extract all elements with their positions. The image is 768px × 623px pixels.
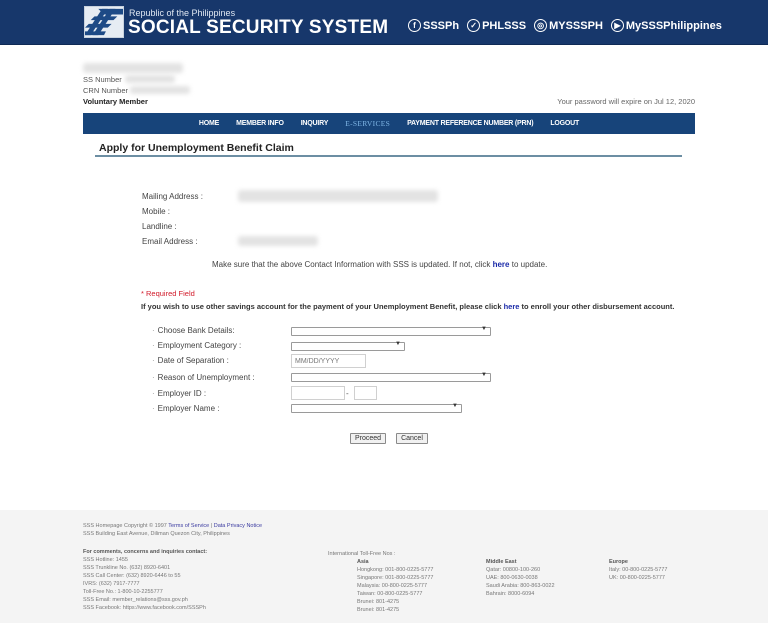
member-name-redacted xyxy=(83,63,183,73)
employer-id-part2-input[interactable] xyxy=(354,386,377,400)
chevron-down-icon: ▼ xyxy=(395,341,401,347)
footer-address: SSS Building East Avenue, Diliman Quezon City, Philippines xyxy=(83,531,230,537)
asia-line: Taiwan: 00-800-0225-5777 xyxy=(357,591,423,597)
bank-details-label: · Choose Bank Details: xyxy=(152,326,235,335)
asia-line: Malaysia: 00-800-0225-5777 xyxy=(357,583,428,589)
update-note-text: Make sure that the above Contact Information with SSS is updated. If not, click xyxy=(212,260,493,269)
asia-line: Brunei: 801-4275 xyxy=(357,607,400,613)
label-text: Employment Category : xyxy=(157,341,242,350)
instagram-icon: ◎ xyxy=(534,19,547,32)
contact-heading: For comments, concerns and inquiries contact: xyxy=(83,549,208,555)
contact-line: Toll-Free No.: 1-800-10-2255777 xyxy=(83,589,163,595)
crn-number-label: CRN Number xyxy=(83,86,129,95)
member-type: Voluntary Member xyxy=(83,97,148,106)
email-redacted xyxy=(238,236,318,246)
proceed-button[interactable]: Proceed xyxy=(350,433,386,444)
nav-e-services[interactable]: E-SERVICES xyxy=(345,119,391,128)
facebook-icon: f xyxy=(408,19,421,32)
social-link-twitter[interactable] xyxy=(467,19,526,32)
password-expiry-notice: Your password will expire on Jul 12, 2020 xyxy=(557,97,695,106)
label-text: Employer Name : xyxy=(157,404,220,413)
social-link-instagram[interactable] xyxy=(534,19,603,32)
contact-update-note xyxy=(212,260,547,269)
contact-line: IVRS: (632) 7917-7777 xyxy=(83,581,140,587)
label-text: Date of Separation : xyxy=(157,356,229,365)
ss-number-label: SS Number xyxy=(83,75,122,84)
title-divider xyxy=(95,155,682,157)
landline-label: Landline : xyxy=(142,222,177,231)
update-note-text-end: to update. xyxy=(509,260,548,269)
chevron-down-icon: ▼ xyxy=(481,372,487,378)
employer-id-separator: - xyxy=(346,389,349,398)
reason-unemployment-label: · Reason of Unemployment : xyxy=(152,373,255,382)
middle-east-line: Bahrain: 8000-6094 xyxy=(486,591,535,597)
terms-of-service-link[interactable]: Terms of Service xyxy=(168,523,210,529)
middle-east-line: Saudi Arabia: 800-863-0022 xyxy=(486,583,555,589)
nav-home[interactable]: HOME xyxy=(198,120,220,127)
social-link-facebook[interactable] xyxy=(408,19,459,32)
org-title: SOCIAL SECURITY SYSTEM xyxy=(128,17,389,38)
asia-heading: Asia xyxy=(357,559,369,565)
nav-member-info[interactable]: MEMBER INFO xyxy=(236,120,284,127)
update-contact-link[interactable]: here xyxy=(492,260,510,269)
chevron-down-icon: ▼ xyxy=(452,403,458,409)
asia-line: Hongkong: 001-800-0225-5777 xyxy=(357,567,434,573)
chevron-down-icon: ▼ xyxy=(481,326,487,332)
asia-line: Brunei: 801-4275 xyxy=(357,599,400,605)
enroll-account-link[interactable]: here xyxy=(503,302,520,311)
employment-category-label: · Employment Category : xyxy=(152,341,242,350)
separator: | xyxy=(209,523,214,529)
enroll-note-text-end: to enroll your other disbursement account. xyxy=(519,302,675,311)
main-nav xyxy=(83,113,695,134)
email-label: Email Address : xyxy=(142,237,198,246)
site-footer xyxy=(0,510,768,623)
label-text: Employer ID : xyxy=(157,389,207,398)
contact-line: SSS Email: member_relations@sss.gov.ph xyxy=(83,597,188,603)
cancel-button[interactable]: Cancel xyxy=(396,433,428,444)
data-privacy-link[interactable]: Data Privacy Notice xyxy=(213,523,263,529)
mailing-address-redacted xyxy=(238,190,438,202)
social-links xyxy=(408,19,722,32)
employer-id-label: · Employer ID : xyxy=(152,389,207,398)
sss-logo-icon[interactable] xyxy=(84,6,124,38)
copyright-text: SSS Homepage Copyright © 1997 xyxy=(83,523,169,529)
social-label: PHLSSS xyxy=(482,19,527,32)
nav-inquiry[interactable]: INQUIRY xyxy=(300,120,329,127)
org-subtitle: Republic of the Philippines xyxy=(129,8,236,18)
employer-name-select[interactable] xyxy=(291,404,462,413)
employer-id-part1-input[interactable] xyxy=(291,386,345,400)
social-label: MySSSPhilippines xyxy=(625,19,722,32)
nav-prn[interactable]: PAYMENT REFERENCE NUMBER (PRN) xyxy=(407,120,534,127)
middle-east-line: UAE: 800-0630-0038 xyxy=(486,575,538,581)
asia-line: Singapore: 001-800-0225-5777 xyxy=(357,575,434,581)
crn-number-redacted xyxy=(130,86,190,94)
reason-unemployment-select[interactable] xyxy=(291,373,491,382)
middle-east-heading: Middle East xyxy=(486,559,517,565)
footer-copyright xyxy=(83,522,262,530)
mobile-label: Mobile : xyxy=(142,207,171,216)
contact-line: SSS Call Center: (632) 8920-6446 to 55 xyxy=(83,573,181,579)
twitter-icon: ✓ xyxy=(467,19,480,32)
social-label: MYSSSPH xyxy=(549,19,603,32)
label-text: Reason of Unemployment : xyxy=(157,373,255,382)
enroll-note-text: If you wish to use other savings account for the payment of your Unemployment Benefit, please click xyxy=(141,302,504,311)
intl-tollfree-heading: International Toll-Free Nos : xyxy=(328,551,396,557)
europe-line: UK: 00-800-0225-5777 xyxy=(609,575,665,581)
social-label: SSSPh xyxy=(423,19,460,32)
date-of-separation-label: · Date of Separation : xyxy=(152,356,229,365)
contact-line: SSS Hotline: 1455 xyxy=(83,557,128,563)
youtube-icon: ▶ xyxy=(611,19,624,32)
europe-line: Italy: 00-800-0225-5777 xyxy=(609,567,668,573)
site-header xyxy=(0,0,768,45)
employer-name-label: · Employer Name : xyxy=(152,404,220,413)
nav-logout[interactable]: LOGOUT xyxy=(550,120,580,127)
middle-east-line: Qatar: 00800-100-260 xyxy=(486,567,541,573)
social-link-youtube[interactable] xyxy=(611,19,722,32)
mailing-address-label: Mailing Address : xyxy=(142,192,203,201)
date-of-separation-input[interactable] xyxy=(291,354,366,368)
ss-number-redacted xyxy=(125,75,175,83)
bank-details-select[interactable] xyxy=(291,327,491,336)
contact-line: SSS Facebook: https://www.facebook.com/SSSPh xyxy=(83,605,206,611)
page-title: Apply for Unemployment Benefit Claim xyxy=(99,142,294,154)
employment-category-select[interactable] xyxy=(291,342,405,351)
contact-line: SSS Trunkline No. (632) 8920-6401 xyxy=(83,565,171,571)
required-field-note: * Required Field xyxy=(141,289,195,298)
europe-heading: Europe xyxy=(609,559,628,565)
label-text: Choose Bank Details: xyxy=(157,326,235,335)
enroll-account-note xyxy=(141,302,701,312)
